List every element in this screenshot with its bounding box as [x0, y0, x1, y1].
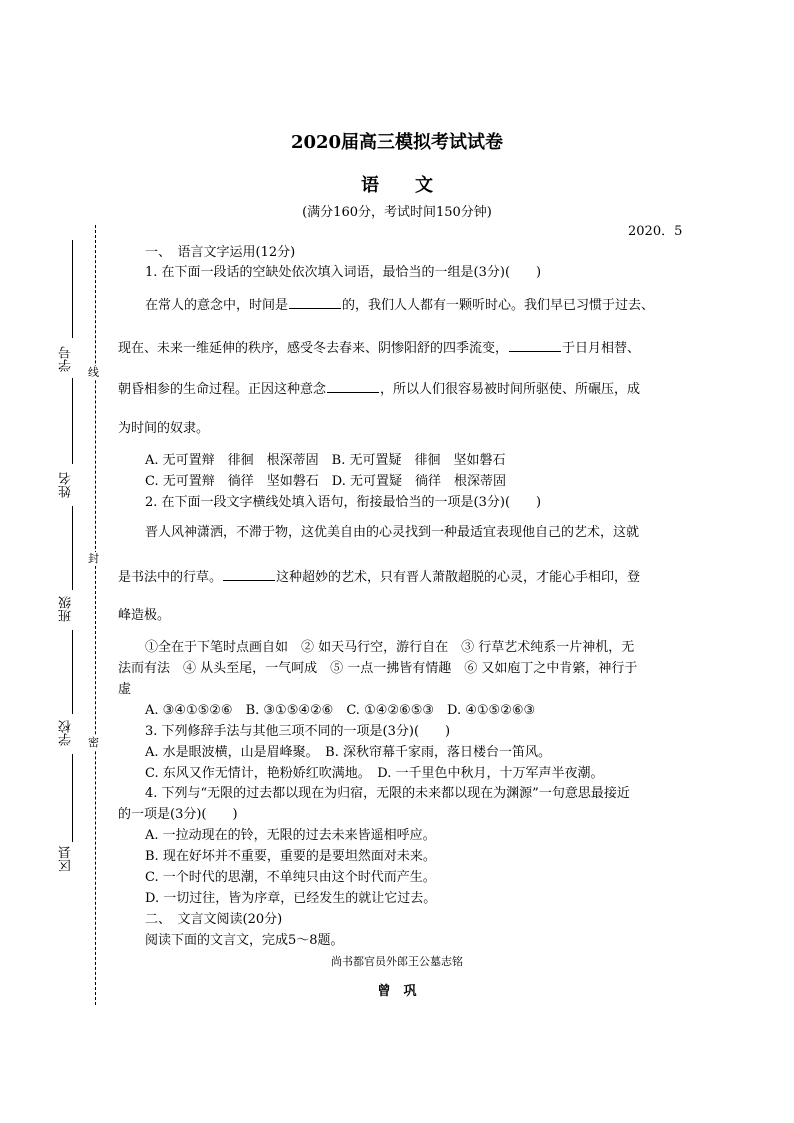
district-label: 区县 — [59, 846, 74, 872]
answer-blank — [509, 339, 561, 352]
exam-title: 2020届高三模拟考试试卷 — [290, 132, 504, 153]
q1-text: 于日月相替、 — [562, 341, 641, 356]
q2-options: A. ③④①⑤②⑥ B. ③①⑤④②⑥ C. ①④②⑥⑤③ D. ④①⑤②⑥③ — [145, 703, 536, 718]
seal-mark-secret: 密 — [88, 736, 99, 749]
q1-text: 朝昏相参的生命过程。正因这种意念 — [118, 382, 327, 397]
q1-passage-line2 — [118, 339, 640, 357]
q4-option-b: B. 现在好坏并不重要，重要的是要坦然面对未来。 — [145, 849, 436, 864]
exam-date: 2020．5 — [628, 224, 683, 239]
q2-passage-line1: 晋人风神潇洒，不滞于物，这优美自由的心灵找到一种最适宜表现他自己的艺术，这就 — [145, 525, 640, 540]
q3-options-row1: A. 水是眼波横，山是眉峰聚。 B. 深秋帘幕千家雨，落日楼台一笛风。 — [145, 745, 551, 760]
q1-text: 现在、未来一维延伸的秩序，感受冬去春来、阴惨阳舒的四季流变， — [118, 341, 509, 356]
answer-blank — [289, 296, 341, 309]
classical-text-author: 曾 巩 — [377, 984, 417, 999]
q4-option-c: C. 一个时代的思潮，不单纯只由这个时代而产生。 — [145, 870, 436, 885]
name-label: 姓名 — [59, 472, 74, 498]
q2-text: 是书法中的行草。 — [118, 570, 223, 585]
q4-option-a: A. 一拉动现在的铃，无限的过去未来皆遥相呼应。 — [145, 828, 436, 843]
q1-text: 在常人的意念中，时间是 — [145, 298, 289, 313]
q2-stem: 2. 在下面一段文字横线处填入语句，衔接最恰当的一项是(3分)( ) — [145, 495, 542, 510]
q1-text: ，所以人们很容易被时间所驱使、所碾压，成 — [380, 382, 641, 397]
class-label: 班级 — [59, 596, 74, 622]
q1-stem: 1. 在下面一段话的空缺处依次填入词语，最恰当的一组是(3分)( ) — [145, 265, 542, 280]
exam-info: (满分160分，考试时间150分钟) — [302, 205, 492, 220]
q4-stem-line2: 的一项是(3分)( ) — [118, 807, 238, 822]
q2-items-line3: 虚 — [118, 682, 132, 697]
seal-mark-seal: 封 — [88, 552, 99, 565]
q1-passage-line3 — [118, 380, 640, 398]
q2-passage-line3: 峰造极。 — [118, 608, 171, 623]
answer-blank — [327, 380, 379, 393]
q1-text: 的，我们人人都有一颗听时心。我们早已习惯于过去、 — [342, 298, 655, 313]
answer-blank — [223, 568, 275, 581]
q4-stem-line1: 4. 下列与“无限的过去都以现在为归宿，无限的未来都以现在为渊源”一句意思最接近 — [145, 786, 630, 801]
binding-dashed-line — [95, 225, 96, 1005]
q1-options-row2: C. 无可置辩 徜徉 坚如磐石 D. 无可置疑 徜徉 根深蒂固 — [145, 474, 506, 489]
q2-items-line2: 法而有法 ④ 从头至尾，一气呵成 ⑤ 一点一拂皆有情趣 ⑥ 又如庖丁之中肯綮，神行于 — [118, 661, 638, 676]
subject-title: 语 文 — [361, 175, 433, 196]
q3-options-row2: C. 东风又作无情计，艳粉娇红吹满地。 D. 一千里色中秋月，十万军声半夜潮。 — [145, 766, 604, 781]
student-id-underline — [72, 240, 73, 338]
section1-title: 一、 语言文字运用(12分) — [145, 245, 296, 260]
seal-mark-line: 线 — [88, 366, 99, 379]
section2-title: 二、 文言文阅读(20分) — [145, 912, 283, 927]
district-underline — [72, 754, 73, 842]
class-underline — [72, 506, 73, 590]
school-underline — [72, 630, 73, 714]
q2-passage-line2 — [118, 568, 640, 586]
q4-option-d: D. 一切过往，皆为序章，已经发生的就让它过去。 — [145, 891, 437, 906]
q1-passage-line1 — [145, 296, 654, 314]
q1-options-row1: A. 无可置辩 徘徊 根深蒂固 B. 无可置疑 徘徊 坚如磐石 — [145, 453, 506, 468]
q1-passage-line4: 为时间的奴隶。 — [118, 421, 210, 436]
student-id-label: 学号 — [59, 346, 74, 372]
school-label: 学校 — [59, 720, 74, 746]
name-underline — [72, 378, 73, 464]
q3-stem: 3. 下列修辞手法与其他三项不同的一项是(3分)( ) — [145, 724, 451, 739]
q2-text: 这种超妙的艺术，只有晋人萧散超脱的心灵，才能心手相印，登 — [276, 570, 641, 585]
section2-intro: 阅读下面的文言文，完成5～8题。 — [145, 933, 344, 948]
classical-text-title: 尚书都官员外郎王公墓志铭 — [331, 955, 463, 968]
q2-items-line1: ①全在于下笔时点画自如 ② 如天马行空，游行自在 ③ 行草艺术纯系一片神机，无 — [145, 640, 635, 655]
